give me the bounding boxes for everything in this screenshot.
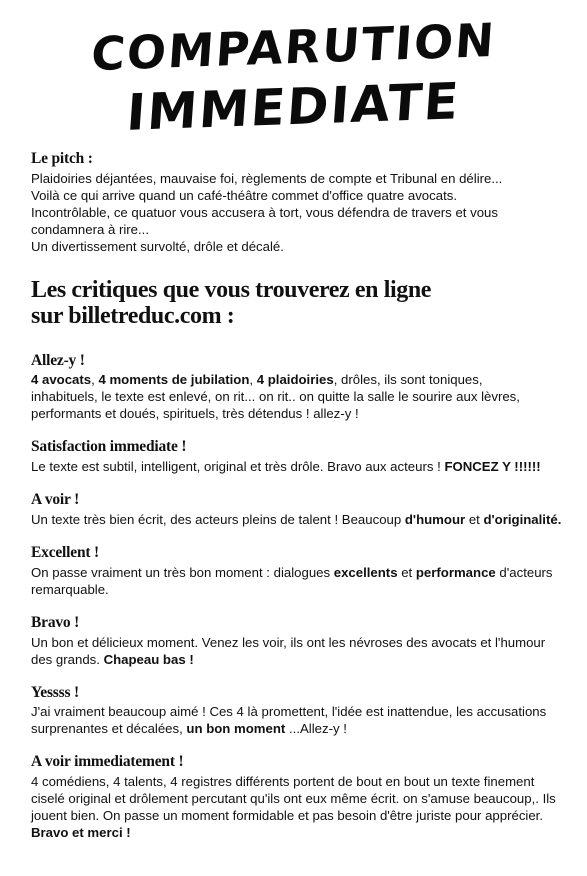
- review: [31, 614, 563, 668]
- critics-heading-line2: sur billetreduc.com :: [31, 303, 235, 330]
- review-fragment: ciselé original et drôlement percutant qu'ils ont eux même écrit. on s'amuse beaucoup,. Ils: [31, 791, 556, 807]
- review-line: [31, 405, 563, 422]
- review: [31, 352, 563, 423]
- review: [31, 544, 563, 598]
- review-heading: Excellent !: [31, 544, 99, 562]
- review-heading: A voir !: [31, 491, 80, 509]
- reviews-list: [31, 352, 563, 842]
- review-line: [31, 581, 563, 598]
- review: [31, 753, 563, 841]
- pitch-line: Un divertissement survolté, drôle et décalé.: [31, 238, 284, 254]
- review: [31, 684, 563, 738]
- spacer: [31, 737, 563, 753]
- review-fragment: On passe vraiment un très bon moment : dialogues: [31, 564, 334, 580]
- critics-heading-line1: Les critiques que vous trouverez en ligne: [31, 276, 432, 303]
- review-line: [31, 388, 563, 405]
- review-emphasis: 4 moments de jubilation: [98, 372, 250, 388]
- review-fragment: remarquable.: [31, 581, 109, 597]
- review-line: [31, 371, 563, 388]
- review-fragment: 4 comédiens, 4 talents, 4 registres différents portent de bout en bout un texte finement: [31, 774, 535, 790]
- review-fragment: jouent bien. On passe un moment formidable et pas besoin d'être juriste pour apprécier.: [31, 808, 544, 824]
- spacer: [31, 422, 563, 438]
- review-line: [31, 824, 563, 841]
- spacer: [31, 255, 563, 277]
- review-text: [31, 511, 563, 528]
- review-emphasis: 4 plaidoiries: [256, 372, 334, 388]
- review-heading: Yessss !: [31, 683, 79, 701]
- review-fragment: Le texte est subtil, intelligent, original et très drôle. Bravo aux acteurs !: [31, 459, 445, 475]
- spacer: [31, 598, 563, 614]
- review-fragment: des grands.: [31, 651, 104, 667]
- review-text: [31, 634, 563, 668]
- review-fragment: ...Allez-y !: [285, 721, 347, 737]
- pitch-line: Voilà ce qui arrive quand un café-théâtre commet d'office quatre avocats.: [31, 187, 457, 203]
- review-fragment: Un bon et délicieux moment. Venez les voir, ils ont les névroses des avocats et l'humour: [31, 634, 546, 650]
- show-title: [0, 12, 587, 142]
- review-fragment: J'ai vraiment beaucoup aimé ! Ces 4 là promettent, l'idée est inattendue, les accusations: [31, 704, 547, 720]
- review-line: [31, 703, 563, 720]
- review-heading: Bravo !: [31, 613, 80, 631]
- review-fragment: inhabituels, le texte est enlevé, on rit... on rit.. on quitte la salle le sourire aux lèvres,: [31, 389, 520, 405]
- review-text: [31, 458, 563, 475]
- review-line: [31, 564, 563, 581]
- review-fragment: et: [397, 564, 416, 580]
- review-emphasis: d'originalité.: [483, 512, 562, 528]
- pitch-section: [31, 150, 563, 255]
- review-emphasis: d'humour: [404, 512, 466, 528]
- review-emphasis: Bravo et merci !: [31, 825, 131, 841]
- review-line: [31, 790, 563, 807]
- review-heading: Allez-y !: [31, 351, 85, 369]
- review-line: [31, 511, 563, 528]
- spacer: [31, 668, 563, 684]
- review-text: [31, 773, 563, 841]
- content: [31, 150, 563, 841]
- review-emphasis: Chapeau bas !: [103, 651, 194, 667]
- review-fragment: performants et doués, spirituels, très détendus ! allez-y !: [31, 406, 359, 422]
- review-emphasis: performance: [415, 564, 496, 580]
- spacer: [31, 528, 563, 544]
- spacer: [31, 475, 563, 491]
- review-line: [31, 651, 563, 668]
- review-emphasis: un bon moment: [186, 721, 286, 737]
- review-fragment: et: [465, 512, 484, 528]
- show-title-line1: COMPARUTION: [89, 12, 498, 82]
- review-heading: A voir immediatement !: [31, 753, 184, 771]
- review: [31, 491, 563, 528]
- review-fragment: Un texte très bien écrit, des acteurs pleins de talent ! Beaucoup: [31, 512, 405, 528]
- pitch-line: Incontrôlable, ce quatuor vous accusera à tort, vous défendra de travers et vous: [31, 204, 498, 220]
- review-text: [31, 371, 563, 422]
- review-heading: Satisfaction immediate !: [31, 438, 187, 456]
- pitch-line: Plaidoiries déjantées, mauvaise foi, règlements de compte et Tribunal en délire...: [31, 170, 503, 186]
- review-line: [31, 634, 563, 651]
- pitch-text: [31, 170, 563, 255]
- review-emphasis: excellents: [333, 564, 398, 580]
- review-fragment: ,: [249, 372, 257, 388]
- review-line: [31, 458, 563, 475]
- review-text: [31, 564, 563, 598]
- pitch-line: condamnera à rire...: [31, 221, 150, 237]
- pitch-heading: Le pitch :: [31, 150, 93, 167]
- review-line: [31, 773, 563, 790]
- review-line: [31, 720, 563, 737]
- review-emphasis: 4 avocats: [31, 372, 92, 388]
- show-title-line2: IMMEDIATE: [124, 72, 463, 142]
- review-fragment: , drôles, ils sont toniques,: [333, 372, 483, 388]
- review-fragment: ,: [91, 372, 99, 388]
- review-emphasis: FONCEZ Y !!!!!!: [444, 459, 541, 475]
- critics-heading: [31, 277, 563, 330]
- review: [31, 438, 563, 475]
- spacer: [31, 330, 563, 352]
- review-fragment: d'acteurs: [495, 564, 553, 580]
- review-fragment: surprenantes et décalées,: [31, 721, 187, 737]
- review-line: [31, 807, 563, 824]
- review-text: [31, 703, 563, 737]
